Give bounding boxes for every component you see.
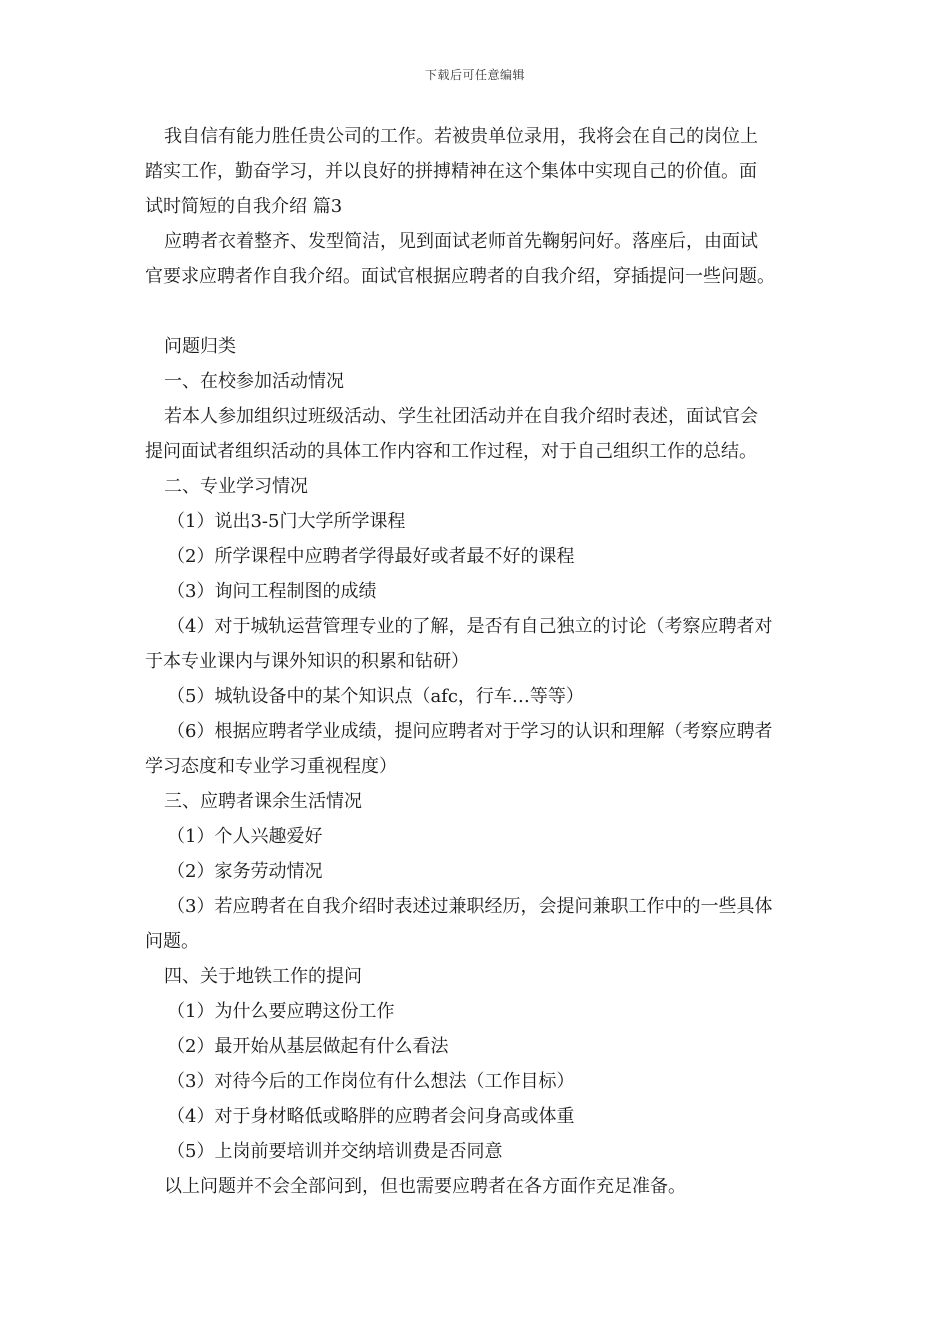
list-item-continuation: 问题。 [145,931,199,952]
page-header-note: 下载后可任意编辑 [424,68,525,82]
section-heading: 问题归类 [164,336,236,357]
section-heading: 三、应聘者课余生活情况 [164,791,362,812]
list-item: （4）对于城轨运营管理专业的了解，是否有自己独立的讨论（考察应聘者对 [167,616,773,637]
list-item: （2）最开始从基层做起有什么看法 [167,1036,449,1057]
paragraph-line: 若本人参加组织过班级活动、学生社团活动并在自我介绍时表述，面试官会 [164,406,758,427]
spacer [145,294,825,329]
paragraph-line: 提问面试者组织活动的具体工作内容和工作过程，对于自己组织工作的总结。 [145,441,757,462]
closing-paragraph: 以上问题并不会全部问到，但也需要应聘者在各方面作充足准备。 [164,1176,686,1197]
list-item: （4）对于身材略低或略胖的应聘者会问身高或体重 [167,1106,575,1127]
document-body [145,119,825,1204]
list-item: （1）说出3-5门大学所学课程 [167,511,406,532]
list-item: （2）所学课程中应聘者学得最好或者最不好的课程 [167,546,575,567]
section-heading: 二、专业学习情况 [164,476,308,497]
list-item-continuation: 于本专业课内与课外知识的积累和钻研） [145,651,469,672]
list-item: （1）为什么要应聘这份工作 [167,1001,395,1022]
list-item: （5）城轨设备中的某个知识点（afc，行车…等等） [167,686,584,707]
list-item: （2）家务劳动情况 [167,861,323,882]
list-item: （3）若应聘者在自我介绍时表述过兼职经历，会提问兼职工作中的一些具体 [167,896,773,917]
list-item-continuation: 学习态度和专业学习重视程度） [145,756,397,777]
list-item: （6）根据应聘者学业成绩，提问应聘者对于学习的认识和理解（考察应聘者 [167,721,773,742]
section-heading: 四、关于地铁工作的提问 [164,966,362,987]
list-item: （3）对待今后的工作岗位有什么想法（工作目标） [167,1071,575,1092]
list-item: （5）上岗前要培训并交纳培训费是否同意 [167,1141,503,1162]
paragraph-line: 官要求应聘者作自我介绍。面试官根据应聘者的自我介绍，穿插提问一些问题。 [145,266,775,287]
section-heading: 一、在校参加活动情况 [164,371,344,392]
paragraph-line: 踏实工作，勤奋学习，并以良好的拼搏精神在这个集体中实现自己的价值。面 [145,161,757,182]
paragraph-line: 试时简短的自我介绍 篇3 [145,196,343,217]
list-item: （1）个人兴趣爱好 [167,826,323,847]
list-item: （3）询问工程制图的成绩 [167,581,377,602]
paragraph-line: 我自信有能力胜任贵公司的工作。若被贵单位录用，我将会在自己的岗位上 [164,126,758,147]
paragraph-line: 应聘者衣着整齐、发型简洁，见到面试老师首先鞠躬问好。落座后，由面试 [164,231,758,252]
